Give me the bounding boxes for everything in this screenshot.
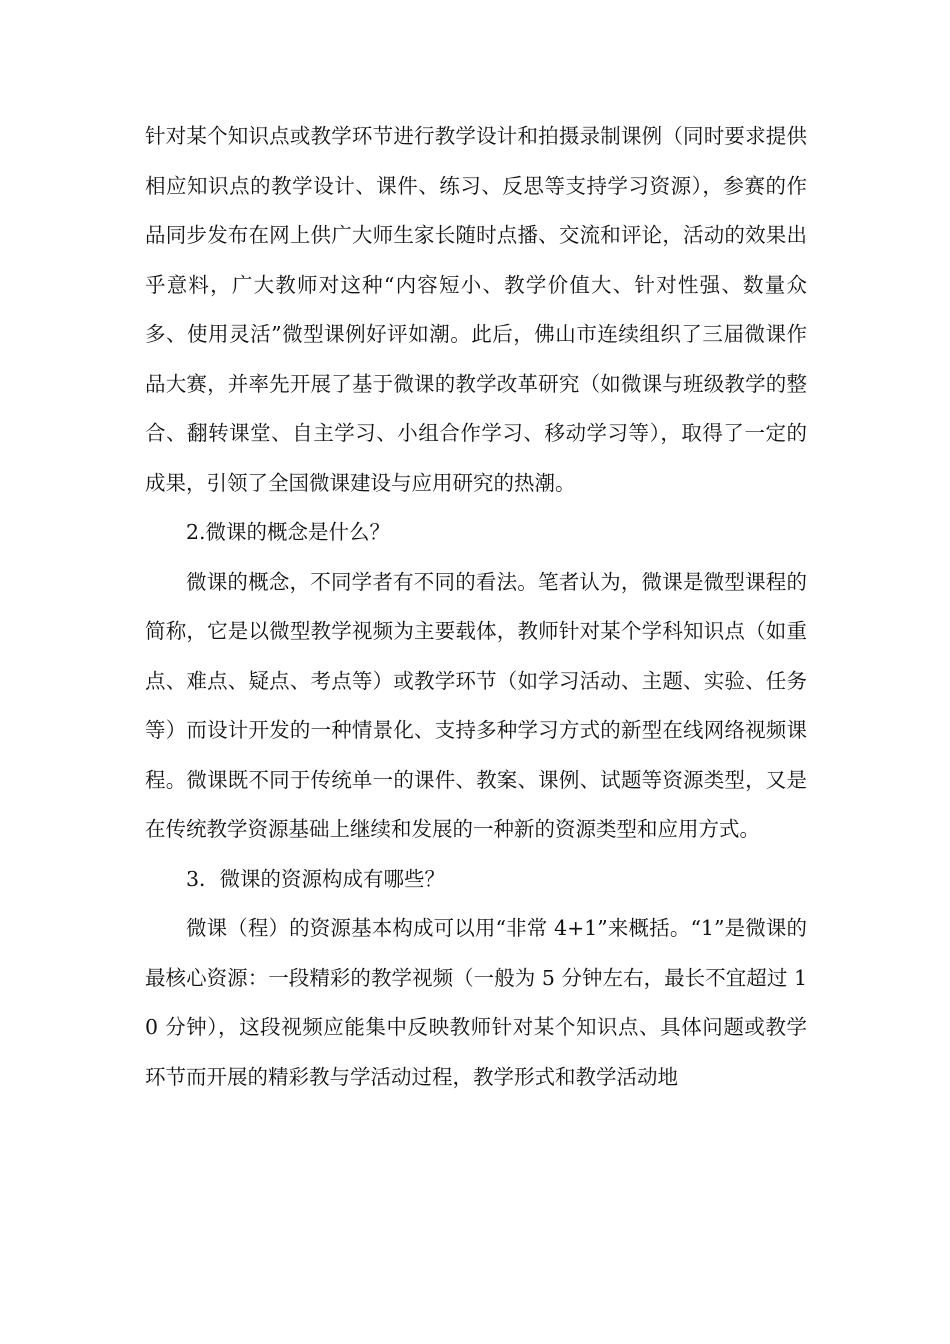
paragraph-continuation: 针对某个知识点或教学环节进行教学设计和拍摄录制课例（同时要求提供相应知识点的教学设计、课件、练习、反思等支持学习资源），参赛的作品同步发布在网上供广大师生家长随时点播、交流和评论，活动的效果出乎意料，广大教师对这种“内容短小、教学价值大、针对性强、数量众多、使用灵活”微型课例好评如潮。此后，佛山市连续组织了三届微课作品大赛，并率先开展了基于微课的教学改革研究（如微课与班级教学的整合、翻转课堂、自主学习、小组合作学习、移动学习等），取得了一定的成果，引领了全国微课建设与应用研究的热潮。 [145, 124, 807, 495]
document-body [145, 112, 807, 1102]
section-heading-3: 3．微课的资源构成有哪些？ [186, 866, 446, 891]
paragraph-concept: 微课的概念，不同学者有不同的看法。笔者认为，微课是微型课程的简称，它是以微型教学视频为主要载体，教师针对某个学科知识点（如重点、难点、疑点、考点等）或教学环节（如学习活动、主题、实验、任务等）而设计开发的一种情景化、支持多种学习方式的新型在线网络视频课程。微课既不同于传统单一的课件、教案、课例、试题等资源类型，又是在传统教学资源基础上继续和发展的一种新的资源类型和应用方式。 [145, 569, 807, 841]
paragraph-resources: 微课（程）的资源基本构成可以用“非常 4+1”来概括。“1”是微课的最核心资源：一段精彩的教学视频（一般为 5 分钟左右，最长不宜超过 10 分钟），这段视频应能集中反映教师针对某个知识点、具体问题或教学环节而开展的精彩教与学活动过程，教学形式和教学活动地 [145, 916, 807, 1089]
section-heading-2: 2.微课的概念是什么？ [186, 520, 391, 544]
